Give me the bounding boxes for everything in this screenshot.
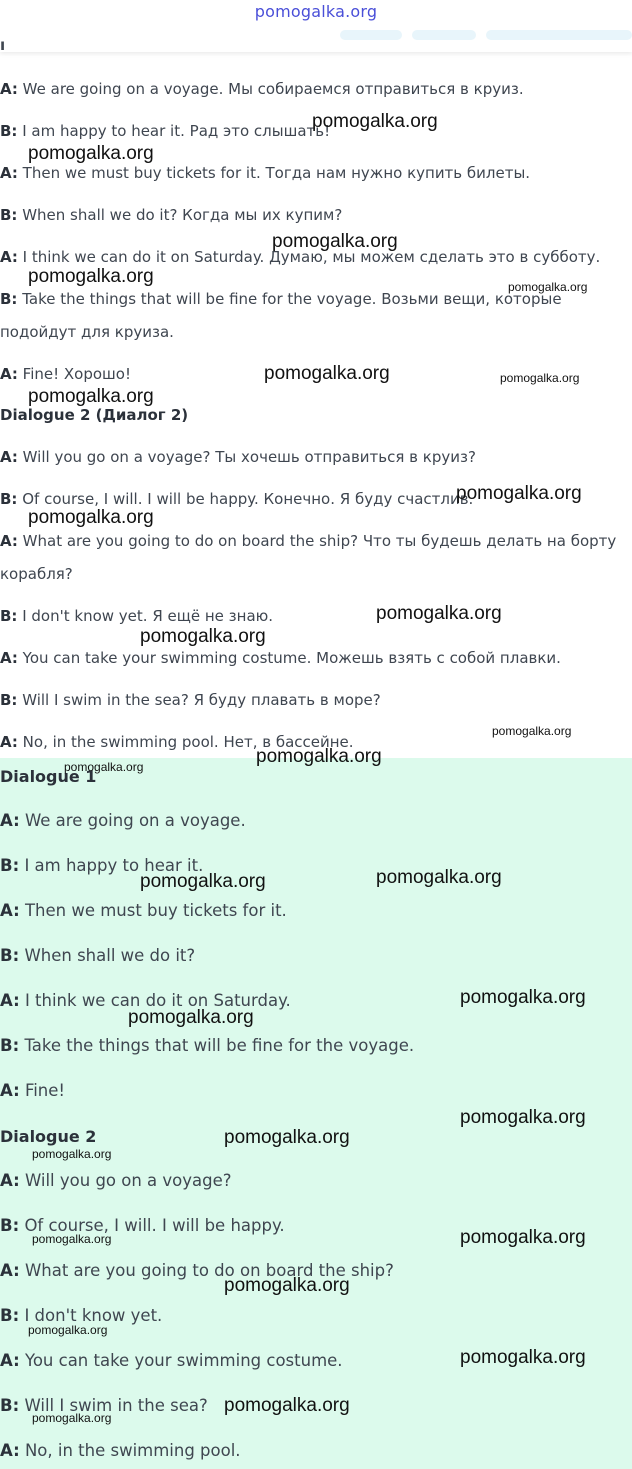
dialogue-line: B: Of course, I will. I will be happy. Конечно. Я буду счастлив.	[0, 490, 474, 508]
watermark: pomogalka.org	[256, 746, 382, 767]
dialogue-heading: Dialogue 2	[0, 1127, 97, 1146]
dialogue-line: B: When shall we do it? Когда мы их купим?	[0, 206, 343, 224]
watermark: pomogalka.org	[140, 626, 266, 647]
dialogue-line: B: Take the things that will be fine for the voyage. Возьми вещи, которые	[0, 290, 562, 308]
watermark: pomogalka.org	[64, 760, 144, 774]
watermark: pomogalka.org	[28, 143, 154, 164]
watermark: pomogalka.org	[508, 280, 588, 294]
watermark: pomogalka.org	[224, 1275, 350, 1296]
dialogue-line: корабля?	[0, 565, 73, 583]
dialogue-line: B: I don't know yet. Я ещё не знаю.	[0, 607, 274, 625]
dialogue-heading: Dialogue 2 (Диалог 2)	[0, 406, 189, 424]
watermark: pomogalka.org	[460, 1227, 586, 1248]
watermark: pomogalka.org	[460, 987, 586, 1008]
dialogue-line: A: Then we must buy tickets for it.	[0, 901, 287, 920]
dialogue-heading: Dialogue 1	[0, 767, 97, 786]
dialogue-line: A: Will you go on a voyage?	[0, 1171, 232, 1190]
dialogue-line: A: Fine! Хорошо!	[0, 365, 131, 383]
watermark: pomogalka.org	[140, 871, 266, 892]
watermark: pomogalka.org	[28, 386, 154, 407]
dialogue-line: B: Will I swim in the sea?	[0, 1396, 208, 1415]
watermark: pomogalka.org	[500, 371, 580, 385]
watermark: pomogalka.org	[28, 507, 154, 528]
dialogue-line: A: Fine!	[0, 1081, 66, 1100]
dialogue-line: A: We are going on a voyage.	[0, 811, 246, 830]
topbar-pill[interactable]	[486, 30, 632, 40]
watermark: pomogalka.org	[376, 603, 502, 624]
topbar-cut-text: ı	[0, 36, 6, 52]
dialogue-line: B: Take the things that will be fine for the voyage.	[0, 1036, 415, 1055]
watermark: pomogalka.org	[32, 1232, 112, 1246]
dialogue-line: A: Then we must buy tickets for it. Тогда нам нужно купить билеты.	[0, 164, 531, 182]
dialogue-line: B: I am happy to hear it. Рад это слышать!	[0, 122, 331, 140]
watermark: pomogalka.org	[32, 1411, 112, 1425]
watermark: pomogalka.org	[128, 1007, 254, 1028]
dialogue-line: B: When shall we do it?	[0, 946, 196, 965]
dialogue-line: B: Will I swim in the sea? Я буду плавать в море?	[0, 691, 381, 709]
watermark: pomogalka.org	[460, 1347, 586, 1368]
dialogue-line: A: No, in the swimming pool.	[0, 1441, 241, 1460]
watermark: pomogalka.org	[272, 231, 398, 252]
topbar-pill[interactable]	[412, 30, 476, 40]
watermark: pomogalka.org	[456, 483, 582, 504]
dialogue-line: A: We are going on a voyage. Мы собираемся отправиться в круиз.	[0, 80, 524, 98]
watermark: pomogalka.org	[264, 363, 390, 384]
watermark: pomogalka.org	[224, 1127, 350, 1148]
dialogue-line: B: I am happy to hear it.	[0, 856, 204, 875]
watermark: pomogalka.org	[224, 1395, 350, 1416]
dialogue-line: A: I think we can do it on Saturday. Думаю, мы можем сделать это в субботу.	[0, 248, 601, 266]
dialogue-line: A: What are you going to do on board the ship? Что ты будешь делать на борту	[0, 532, 617, 550]
dialogue-line: A: I think we can do it on Saturday.	[0, 991, 291, 1010]
topbar-pill[interactable]	[340, 30, 402, 40]
dialogue-line: A: You can take your swimming costume.	[0, 1351, 343, 1370]
site-title[interactable]: pomogalka.org	[254, 2, 378, 21]
watermark: pomogalka.org	[460, 1107, 586, 1128]
dialogue-line: A: You can take your swimming costume. Можешь взять с собой плавки.	[0, 649, 561, 667]
dialogue-line: A: Will you go on a voyage? Ты хочешь отправиться в круиз?	[0, 448, 476, 466]
watermark: pomogalka.org	[312, 111, 438, 132]
watermark: pomogalka.org	[492, 724, 572, 738]
watermark: pomogalka.org	[28, 1323, 108, 1337]
dialogue-line: B: Of course, I will. I will be happy.	[0, 1216, 285, 1235]
watermark: pomogalka.org	[32, 1147, 112, 1161]
dialogue-line: подойдут для круиза.	[0, 323, 174, 341]
dialogue-line: A: No, in the swimming pool. Нет, в бассейне.	[0, 733, 354, 751]
watermark: pomogalka.org	[28, 266, 154, 287]
watermark: pomogalka.org	[376, 867, 502, 888]
dialogue-line: B: I don't know yet.	[0, 1306, 163, 1325]
dialogue-line: A: What are you going to do on board the ship?	[0, 1261, 394, 1280]
